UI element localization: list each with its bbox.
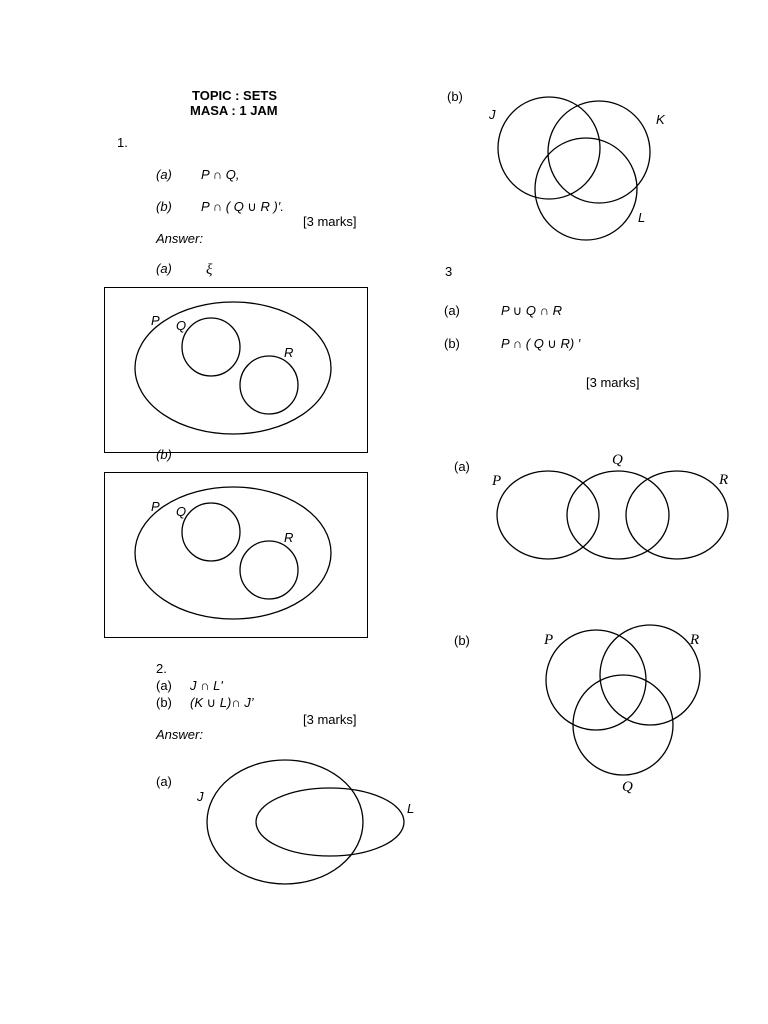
q1-answer-label: Answer: — [156, 231, 203, 246]
q1a-label-p: P — [151, 313, 160, 328]
q1b-label-q: Q — [176, 504, 187, 519]
q2-ans-a-label: (a) — [156, 774, 172, 789]
q1-part-b-expr: P ∩ ( Q ∪ R )′. — [201, 199, 284, 214]
q3-part-b-expr: P ∩ ( Q ∪ R) ′ — [501, 336, 581, 351]
q2-marks: [3 marks] — [303, 712, 357, 727]
q3a-label-p: P — [492, 473, 502, 489]
q2-number: 2. — [156, 661, 167, 676]
set-p-circle — [546, 630, 646, 730]
q1-part-b-label: (b) — [156, 199, 172, 214]
q3-ans-b-label: (b) — [454, 633, 470, 648]
q2-part-b-label: (b) — [156, 695, 172, 710]
q3-ans-a-label: (a) — [454, 459, 470, 474]
q3b-label-q: Q — [622, 779, 633, 795]
q1-ans-b-label: (b) — [156, 447, 172, 462]
time-label: MASA : 1 JAM — [190, 103, 278, 118]
q3b-label-r: R — [690, 632, 700, 648]
q2-part-a-label: (a) — [156, 678, 172, 693]
q2a-label-j: J — [197, 789, 204, 804]
q1-part-a-expr: P ∩ Q, — [201, 167, 240, 182]
q1a-label-r: R — [284, 345, 294, 360]
q2a-label-l: L — [407, 801, 415, 816]
q3-part-b-label: (b) — [444, 336, 460, 351]
q1b-label-p: P — [151, 499, 160, 514]
q3-number: 3 — [445, 264, 453, 279]
q1-ans-a-label: (a) — [156, 261, 172, 276]
q2-answer-label: Answer: — [156, 727, 203, 742]
topic-title: TOPIC : SETS — [192, 88, 277, 103]
q3b-label-p: P — [544, 632, 554, 648]
q1-number: 1. — [117, 135, 128, 150]
q1b-label-r: R — [284, 530, 294, 545]
q2b-label-j: J — [489, 107, 496, 122]
q1-part-a-label: (a) — [156, 167, 172, 182]
universal-set-symbol: ξ — [206, 262, 213, 278]
q3-part-a-label: (a) — [444, 303, 460, 318]
q1-marks: [3 marks] — [303, 214, 357, 229]
q3a-label-r: R — [719, 472, 729, 488]
q3-marks: [3 marks] — [586, 375, 640, 390]
q3-part-a-expr: P ∪ Q ∩ R — [501, 303, 562, 318]
q2b-label-k: K — [656, 112, 665, 127]
q2-part-a-expr: J ∩ L' — [190, 678, 223, 693]
q1a-label-q: Q — [176, 318, 187, 333]
q2-ans-b-label: (b) — [447, 89, 463, 104]
q2b-label-l: L — [638, 210, 646, 225]
q3a-label-q: Q — [612, 452, 623, 468]
q2-part-b-expr: (K ∪ L)∩ J’ — [190, 695, 254, 710]
